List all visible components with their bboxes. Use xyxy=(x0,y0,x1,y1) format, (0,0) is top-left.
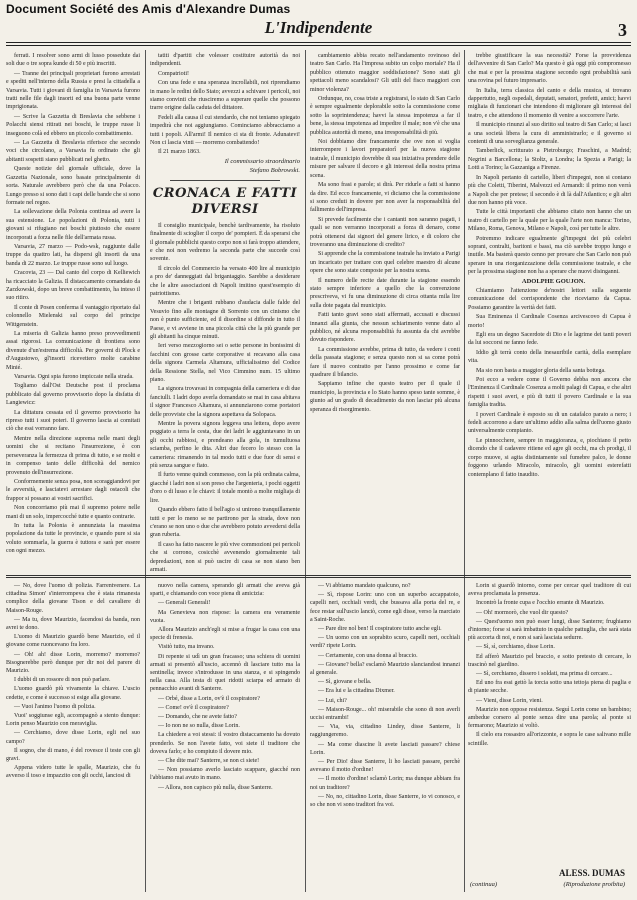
paragraph: Sappiamo infine che questo teatro per il quale il municipio, la provincia e lo Stato hanno speso tante somme, è giunto ad un grado di decadimento da non lasciar più alcuna speranza di risorgimento. xyxy=(310,381,460,413)
paragraph: — Oh! mormorò, che vuol dir questo? xyxy=(476,609,569,616)
paragraph: — Vuoi l'animo l'uomo di polizia. xyxy=(14,703,96,710)
paragraph: La chiedere a voi stessi: il vostro distaccamento ha dovuto prenderlo. Se non l'avete fatto, voi siete il traditore che doveva farlo; e ho compiuto il dovere mio. xyxy=(150,732,300,755)
page-number: 3 xyxy=(618,20,627,40)
column-3 xyxy=(310,52,460,572)
paragraph: Varsavia, 27 marzo — Podo-wsk, raggiunte dalle truppe da quattro lati, ha dispersi gli insorti da una banda di 22 marzo. Le truppe russe sono sul luogo. xyxy=(6,243,140,267)
paragraph: In Italia, terra classica del canto e della musica, si trovano dappertutto, negli ospedali, deputati, senatori, prefetti, amici; havvi migliaia di funzionari che intendono di migliorare gli interessi del teatro, e che attendono il momento di venire a soccorrere l'arte. xyxy=(468,87,631,119)
paragraph: Appena videro tutte le spalle, Maurizio, che fu avverso il toso e impazzito con gli occhi, lanciosi di xyxy=(6,765,140,780)
paragraph: Le pinnocchere, sempre in maggioranza, e, piochiano il petto dicendo che il cadavere ritiene ed agre gli occhi, ma ch prodigi, il corpo muove, si agita distintamente sul fumebre palco, le donne foggono urlando Miracolo, miracolo, gli uomini esterefatti contemplano il fatto inaudito. xyxy=(468,437,631,478)
paragraph: — Allora, non capisco più nulla, disse Santerre. xyxy=(158,784,273,791)
paragraph: Cracovia, 23 — Dal canto del corpo di Kelliewich ha ricacciato la Galizia. Il distaccamento comandato da Zarzkowski, dopo un breve combattimento, ha inteso il suo ritiro. xyxy=(6,270,140,302)
paragraph: — Sì, giovane e bella. xyxy=(318,679,372,686)
paragraph: Il circolo del Commercio ha versato 400 lire al municipio a pro de' danneggiati dal brigantaggio. Sarebbe a desiderare che le altre associazioni di Napoli imitino quest'esempio di patriottismo. xyxy=(150,265,300,297)
masthead-rule-top xyxy=(6,42,631,43)
paragraph: Togliamo dall'Ost Deutsche post il proclama pubblicato dal governo provvisorio dopo la disfatta di Langiewicz: xyxy=(6,383,140,407)
column-2 xyxy=(150,52,300,572)
paragraph: La signora trovavasi in compagnia della cameriera e di due fanciulli. I ladri dopo averla domandato se mai in casa abitava il signor Francesco Altamura, si annunziarono come portatori delle provviste che la signora aspettava da Solopaca. xyxy=(150,386,300,418)
paragraph: Mentre la povera signora leggeva una lettera, dopo avere poggiato a terra le cesta, due dei ladri le aggiuntavano in un gli occhi rabbiosi, e prendeano alla gola, in tumultuosa sciamba, perfino le dita. Altri due fecero lo stesso con la cameriera: rimanendo in tal modo tutti e due fuor di sensi e più senza sangue e fiato. xyxy=(150,421,300,470)
paragraph: Varsavia. Ogni spia furono impiccate nella strada. xyxy=(14,374,134,381)
paragraph: Ordunque, no, cosa triste a registrarsi, lo stato di San Carlo è sempre egualmente deplorabile sotto la commissione come sotto la soprintendenza; havvi la stessa impotenza a far il bene, la stessa impotenza ad impedire il male; non v'è che una pubblica autorità di meno, una irresponsabilità di più. xyxy=(310,96,460,136)
paragraph: Fatti tanto gravi sono stati affermati, accusati e discussi innanzi alla giunta, che nessun schiarimento venne dato al pubblico, né alcuna responsabilità fu assunta da chi avrebbe dovuto rispondere. xyxy=(310,312,460,344)
paragraph: L'uomo guardò più vivamente la chiave. L'uscio cedette, e come è successo si esige alla giovane. xyxy=(6,686,140,701)
paragraph: Visitò tutto, ma invano. xyxy=(158,644,215,651)
paragraph: Ma sono frasi e parole; si dirà. Per ridurle a fatti si hanno da dire. Ed ecco francamente, vi diciamo che la commissione si sono creduti in dovere per non aver la responsabilità del fallimento dell'impresa. xyxy=(310,182,460,214)
paragraph: Iddio gli terrà conto della inesauribile carità, della esemplare vita. xyxy=(468,349,631,365)
paragraph: — No, no, cittadino Lorin, disse Santerre, io vi conosco, e so che non vi sono traditori fra voi. xyxy=(310,793,460,809)
cronaca-heading: CRONACA E FATTI DIVERSI xyxy=(152,185,298,217)
paragraph: — Tranne dei principali proprietari furono arrestati e spediti nell'interno della Russia e presi la cittadella a Varsavia. Tutti i giovani di famiglia in Varsavia furono tratti nelle file dagli insorti ed una buona parte venne imprigionata. xyxy=(6,70,140,111)
paragraph: Ed uno fra essi gettò la torcia sotto una tettoja piena di paglia e di piante secche. xyxy=(468,680,631,695)
feuilleton-text-2 xyxy=(150,582,300,792)
paragraph: Il sogno, che di mano, é del rovesce il teste con gli gravi. xyxy=(6,747,140,763)
column-4-after xyxy=(468,287,631,479)
paragraph: — Giovane? bella? esclamò Maurizio slanciandosi innanzi al generale. xyxy=(310,661,460,677)
paragraph: Quando ebbero fatto il bell'agio si unirono tranquillamente tutti e per lo meno se ne partirono per la strada, dove non c'erano se non uno o due che avrebbero potuto avvedersi della gran ruberia. xyxy=(150,507,300,539)
paragraph: — Un uomo con un soprabito scuro, capelli neri, occhiali verdi? ripete Lorin. xyxy=(310,635,460,650)
paragraph: Allora Maurizio anch'egli si mise a frugar la casa con una specie di frenesia. xyxy=(150,627,300,642)
column-1-body xyxy=(6,52,140,556)
feuilleton-rule-top xyxy=(6,575,631,576)
paragraph: Ma sio non basta a maggior gloria della santa bottega. xyxy=(476,367,606,374)
paragraph: — Pare dire nol ben! Il cospiratore tutto anche egli. xyxy=(318,626,442,633)
paragraph: — La Gazzetta di Breslavia riferisce che secondo voci che circolano, a Varsavia fu ordinato che gli abitanti sospetti siano pubblicati nel ghetto. xyxy=(6,140,140,163)
paragraph: — Il motto d'ordine! sclamò Lorin; ma dunque abbiam fra noi un traditore? xyxy=(310,776,460,791)
feuilleton-text-3 xyxy=(310,582,460,809)
paragraph: — Domando, che ne avete fatto? xyxy=(158,714,237,721)
paragraph: La miseria di Galizia hanno preso provvedimenti assai rigorosi. La comunicazione di frontiera sono divenute d'un'estrema difficoltà. Per governi di Plock e d'Augustowo, gl'insorti ricevettero molte carabine Minié. xyxy=(6,331,140,371)
paragraph: Poi ecco a vedere come il Governo debba non ancora che l'Eminenza il Cardinale Cosenza a molti palagi di Capua, e che altri rispetti i suoi averi, e più di tutti il povero Cardinale e la sua famiglia tradita. xyxy=(468,377,631,409)
paragraph: — Sì, rispose Lorin: uno con un superbo accappatoio, capelli neri, occhiali verdi, che bussava alla porta del re, e fece restar sull'uscio lanciò, come egli disse, verso la marciato a Saint-Roche. xyxy=(310,592,460,623)
paragraph: — Come! ov'è il cospiratore? xyxy=(158,704,229,711)
paragraph: Noi dobbiamo dire francamente che ove non si voglia interrompere i lavori preparatorî per la nuova stagione teatrale, il municipio dovrebbe di sua iniziativa prendere delle misure per salvare il decoro e gli interessi della nostra prima scena. xyxy=(310,139,460,179)
paragraph: Mentre nella direzione suprema nelle mani degli uomini che si recitano l'insurrezione, è con perseveranza la fermezza di prima di tutto, e se molti e in compenso tanto delle difficoltà del nemico provenuto dell'insurrezione. xyxy=(6,435,140,476)
paragraph: trebbe giustificare la sua necessità? Forse la provvidenza dell'avvenire di San Carlo? Ma questo è già oggi più compromesso che mai e per la prossima stagione secondo ogni probabilità sarà una rovina pel futuro impresario. xyxy=(468,53,631,85)
feuilleton-separator xyxy=(464,582,465,892)
paragraph: Potremmo indicare egualmente gl'impegni dei più celebri soprani, contralti, baritoni e bassi, ma ciò sarebbe troppo lungo e inutile. Ma basterà questo cenno per provare che San Carlo non può sperare in una riorganizzazione della commissione teatrale, e che per la prossima stagione non ha a sperare che nuovi disinganni. xyxy=(468,235,631,276)
commissioner-title: Il commissario straordinario xyxy=(224,157,300,165)
article-signature: ADOLPHE GOUJON. xyxy=(521,277,586,285)
feuilleton-column-3 xyxy=(310,582,460,892)
paragraph: Con una fede e una speranza incrollabili, noi riprendiamo in mano le redini dello Stato; avvezzi a schivare i pericoli, noi siamo convinti che riusciremo a superare quelle che possono trarre origine dalla caduta del dittatore. xyxy=(150,80,300,112)
paragraph: ferrati. I resolver sono armi di lusso possedute dai soli due o tre sopra kunde di 50 e più inscritti. xyxy=(6,53,140,68)
paragraph: Il municipio rinunzi al suo diritto sul teatro di San Carlo; si lasci a una società libera la cura di amministrarlo; e il governo si contenti di una sorveglianza generale. xyxy=(468,122,631,146)
reproduction-notice: (Riproduzione proibita) xyxy=(563,881,625,888)
paragraph: Egli era un degno Sacerdote di Dio e le lagrime dei tanti poveri da lui soccorsi ne fanno fede. xyxy=(468,332,631,347)
newspaper-masthead: L'Indipendente xyxy=(264,18,373,37)
column-2-intro xyxy=(150,52,300,157)
paragraph: — Per Dio! disse Santerre, li ho lasciati passare, perchè avevano il motto d'ordine! xyxy=(310,759,460,774)
commissioner-name: Stefano Bobrowski. xyxy=(249,167,300,175)
paragraph: Il caso ha fatto nascere le più vive commozioni pei pericoli che si corrono, cosicchè avvenendo giornalmente tali depredazioni, non si può uscire di casa se non siano ben armati. xyxy=(150,541,300,572)
paragraph: — Scrive la Gazzetta di Breslavia che sebbene i Polacchi siensi ritirati nei boschi, le truppe russe li inseguono colà ed ebbero un piccolo combattimento. xyxy=(6,113,140,137)
paragraph: — Ma tu, dove Maurizio, facendosi da banda, non avrei te dono. xyxy=(6,616,140,632)
paragraph: Il conte di Posen conferma il vantaggio riportato dal colonnello Mielenski sul corpo del principe Wittgenstein. xyxy=(6,304,140,328)
paragraph: Conformemente senza posa, non scoraggiandovi per le avversità, e lasciatevi arrestare dagli ostacoli che frappor si possano ai vostri sacrifici. xyxy=(6,478,140,502)
paragraph: cambiamento abbia recato nell'andamento rovinoso del teatro San Carlo. Ha l'impresa subito un colpo mortale? Ha il pubblico ottenuto maggior soddisfazione? Sono stati gli spettacoli meno scandalosi? Gli utili del fisco maggiori con minor violenza? xyxy=(310,53,460,93)
paragraph: La commissione avrebbe, prima di tutto, da vedere i conti della passata stagione; e senza questo non si sa come potrà fare il nuovo contratto per l'anno prossimo e come far quadrare il bilancio. xyxy=(310,346,460,379)
feuilleton-text-4 xyxy=(468,582,631,748)
paragraph: In Napoli pertanto di cartello, liberi d'impegni, non si contano più che Coletti, Tiberini, Malvezzi ed Armandi: il primo non verrà a Napoli che per pretese; il secondo è di là dall'Atlantico; e gli altri due non hanno più voce. xyxy=(468,174,631,206)
paragraph: nuovo nella camera, sperando gli armati che aveva già sparti, e chiamando con voce piena di amicizia: xyxy=(150,583,300,598)
paragraph: Il numero delle recite date durante la stagione essendo stato sempre inferiore a quello che la convenzione prescriveva, vi fu una diminuzione di circa ottanta mila lire sulla dote pagata dal municipio. xyxy=(310,277,460,309)
paragraph: Non concorriamo più mai il supremo potere nelle mani di un solo, impercocché tutte e quanto contrarie. xyxy=(6,505,140,520)
feuilleton-author: ALESS. DUMAS xyxy=(558,868,625,878)
paragraph: Ed afferò Maurizio pel braccio, e sotto pretesto di cercare, lo trascinò nel giardino. xyxy=(468,653,631,668)
paragraph: I poveri Cardinale è esposto su di un catafalco parato a nero; i fedeli accorrono a dare un'ultimo addio alla salma dell'uomo giusto universalmente compianto. xyxy=(468,411,631,435)
continua-note: (continua) xyxy=(470,881,498,888)
feuilleton-rule-bottom xyxy=(6,577,631,578)
paragraph: — Oh! ah! disse Lorin, morremo? morremo? Bisognerebbe però dunque per dir noi del parere di Maurizio. xyxy=(6,651,140,675)
masthead-rule-bottom xyxy=(6,45,631,46)
paragraph: — Maison-Rouge... oh! miserabile che sono di non averli uccisi entrambi! xyxy=(310,706,460,722)
paragraph: — Vi abbiamo mandato qualcuno, no? xyxy=(318,583,411,589)
paragraph: Si apprende che la commissione teatrale ha inviato a Parigi un incaricato per trattare con quel celebre maestro di alcune opere che sono state composte per la nostra scena. xyxy=(310,251,460,275)
feuilleton-separator xyxy=(305,582,306,892)
paragraph: Queste notizie del giornale ufficiale, dove la Gazzetta Nazionale, sono basate principalmente di sorta. Naturale avrebbero però che da una Polacco. Lungo presso si sono dati i capi delle bande che si sono formate nel regno. xyxy=(6,166,140,206)
paragraph: Ieri verso mezzogiorno sei o sette persone in bonissimi di facchini con grosse carte corporative si recavano alla casa della signora Carmela Altamura, ufficialissimo del Codice della Ressione Stella, nel Vico Cimmino num. 15 ultimo piano. xyxy=(150,343,300,383)
column-4-body xyxy=(468,52,631,277)
paragraph: Tamberlick, scritturato a Pietroburgo; Fraschini, a Madrid; Negrini a Barcellona; la Stoltz, a Londra; la Spezia a Parigi; la Lotti a Torino; la Gazzaniga a Firenze. xyxy=(468,148,631,172)
paragraph: Il 21 marzo 1863. xyxy=(158,149,201,156)
paragraph: Incontrò la fronte cupa e l'occhio errante di Maurizio. xyxy=(476,600,605,607)
paragraph: Chiamiamo l'attenzione de'nostri lettori sulla seguente comunicazione del corrispondente che riceviamo da Capua. Possiamo garantire la verità dei fatti. xyxy=(468,287,631,311)
cronaca-body xyxy=(150,222,300,572)
feuilleton-column-1 xyxy=(6,582,140,892)
column-4 xyxy=(468,52,631,572)
paragraph: — Vieni, disse Lorin, vieni. xyxy=(476,697,543,704)
paragraph: — Era lui e la cittadina Dixmer. xyxy=(318,688,395,695)
paragraph: — Che dite mai? Santerre, se non ci siete! xyxy=(158,758,260,765)
paragraph: — Via, via, cittadino Lindey, disse Santerre, li raggiungeremo. xyxy=(310,724,460,739)
paragraph: Sua Eminenza il Cardinale Cosenza arcivescovo di Capua è morto! xyxy=(468,314,631,329)
paragraph: — Lui, chi? xyxy=(318,697,347,704)
paragraph: In tutta la Polonia è annunziata la massima popolazione da tutte le provincie, e quando pure si sia voluto sommarla, la guerra è tuttora e sarà per essere con ogni mezzo. xyxy=(6,522,140,555)
section-divider xyxy=(170,180,280,181)
paragraph: — No, dove l'uomo di polizia. Farrentvenere. La cittadina Simon' s'interrompeva che è stata rimanesta complice della giovane Tison e del cavaliere di Maison-Rouge. xyxy=(6,583,140,614)
paragraph: Lorin si guardò intorno, come per cercar quel traditore di cui aveva proclamata la presenza. xyxy=(468,583,631,598)
paragraph: La sollevazione della Polonia continua ad avere la sua estensione. Le popolazioni di Polonia, tutti i giovani si rifugiano nei boschi piuttosto che essere incorporati a forza nelle file dell'armata russa. xyxy=(6,209,140,241)
paragraph: Compatrioti! xyxy=(158,70,189,77)
paragraph: — Orbé, disse a Lorin, ov'è il cospiratore? xyxy=(158,695,260,702)
paragraph: Tutte le città importanti che abbiamo citato non hanno che un teatro di cartello per la quale per la quale l'arte non manca: Torino, Milano, Roma, Genova, Milano e Napoli, così per tutte le altre. xyxy=(468,209,631,233)
paragraph: — Quest'uomo non può esser lungi, disse Santerre; frughiamo d'intorno; forse si sarà imbattuto in qualche pattuglia, che sarà stata più accorta di noi, e non si sarà lasciata sedurre. xyxy=(468,618,631,642)
paragraph: — Io non ne so nulla, disse Lorin. xyxy=(158,723,240,730)
paragraph: Ma Genevieva non rispose: la camera era veramente vuota. xyxy=(150,609,300,624)
feuilleton-column-4 xyxy=(468,582,631,852)
paragraph: Mentre che i briganti rubbano d'audacia dalle falde del Vesuvio fino alle montagne di Sorrento con un cinismo che non è punto sufficiente, ed il disordine si diffonde in tutto il Paese, e vi avviene in una piccola città che la più grande per gli abitanti ha cinque minuti. xyxy=(150,300,300,340)
paragraph: Vuoi' soggiunse egli, accompagnò a stento dunque: Lorin penso Maurizio con meraviglia. xyxy=(6,713,140,728)
paragraph: Si prevede facilmente che i cantanti non saranno pagati, i quali se non verranno incorporati a forza di denaro, come potrà ottenersi dai signori del genere lirico, e di coloro che troveranno una diminuzione di credito? xyxy=(310,216,460,248)
paragraph: Fedeli alla causa il cui stendardo, che noi teniamo spiegato impedirà che noi aggiungiamo. Cominciamo abbracciamo a tutti i popoli. All'armi! Il nemico ci sta di fronte. Adunatevi! Non ci lascia vinti — morremo combattendo! xyxy=(150,114,300,147)
paragraph: — Generali Generali! xyxy=(158,600,211,607)
paragraph: Di repente si udì un gran fracasso; una schiera di uomini armati si presentò all'uscio, accennò di lasciare tutto ma la sentinella; invece s'introdusse in una stanza, e si spingendo nella casa. Alla testa di quei ridotti sciarpa ed armato di pennacchio avanti di Santerre. xyxy=(150,653,300,693)
paragraph: Il cielo era rossastro all'orizzonte, e sopra le case salivano mille scintille. xyxy=(468,732,631,747)
paragraph: — Sì, sì, cerchiamo, disse Lorin. xyxy=(476,644,555,651)
paragraph: tatiti d'partiti che volesser costituire autorità da noi indipendenti. xyxy=(150,53,300,68)
paragraph: Il furto venne quindi commesso, con la più ordinata calma, giacché i ladri non si son preso che l'argenteria, i pochi oggetti d'oro o di lusso e le chiavi: il totale montò a molte migliaja di lire. xyxy=(150,472,300,504)
paragraph: I dubbi di un rossore di non può parlare. xyxy=(14,677,111,684)
paragraph: Il consiglio municipale, benchè tardivamente, ha risoluto finalmente di scioglier il corpo de' pompieri. È da sperarsi che il giornale pubblichi questo corpo non si farà troppo attendere, e che noi non vedremo la seconda parte che succede così sovente. xyxy=(150,222,300,263)
paragraph: — Sì, cerchiamo, dissero i soldati, ma prima di cercare... xyxy=(476,671,613,678)
column-1 xyxy=(6,52,140,572)
paragraph: La dittatura cessata ed il governo provvisorio ha ripreso tutti i suoi poteri. Il governo lascia ai comitati ciò che essi vorranno fare. xyxy=(6,409,140,433)
paragraph: — Ma come diascine li avete lasciati passare? chiese Lorin. xyxy=(310,741,460,756)
paragraph: — Non possiamo averlo lasciato scappare, giacché non l'abbiamo mai avuto in mano. xyxy=(150,767,300,782)
feuilleton-column-2 xyxy=(150,582,300,892)
paragraph: L'uomo di Maurizio guardò bene Maurizio, ed il giovane come ruoncevano fra loro. xyxy=(6,634,140,649)
paragraph: Maurizio non oppose resistenza. Seguì Lorin come un bambino; ambedue corsero al ponte senza dire una parola; al ponte si fermarono; Maurizio si voltò. xyxy=(468,706,631,730)
paragraph: — Certamente, con una donna al braccio. xyxy=(318,652,418,659)
feuilleton-separator xyxy=(145,582,146,892)
paragraph: — Cerchiamo, dove disse Lorin, egli nel suo campo? xyxy=(6,730,140,745)
column-3-body xyxy=(310,52,460,414)
feuilleton-text-1 xyxy=(6,582,140,781)
archive-banner: Document Société des Amis d'Alexandre Dumas xyxy=(6,2,291,16)
